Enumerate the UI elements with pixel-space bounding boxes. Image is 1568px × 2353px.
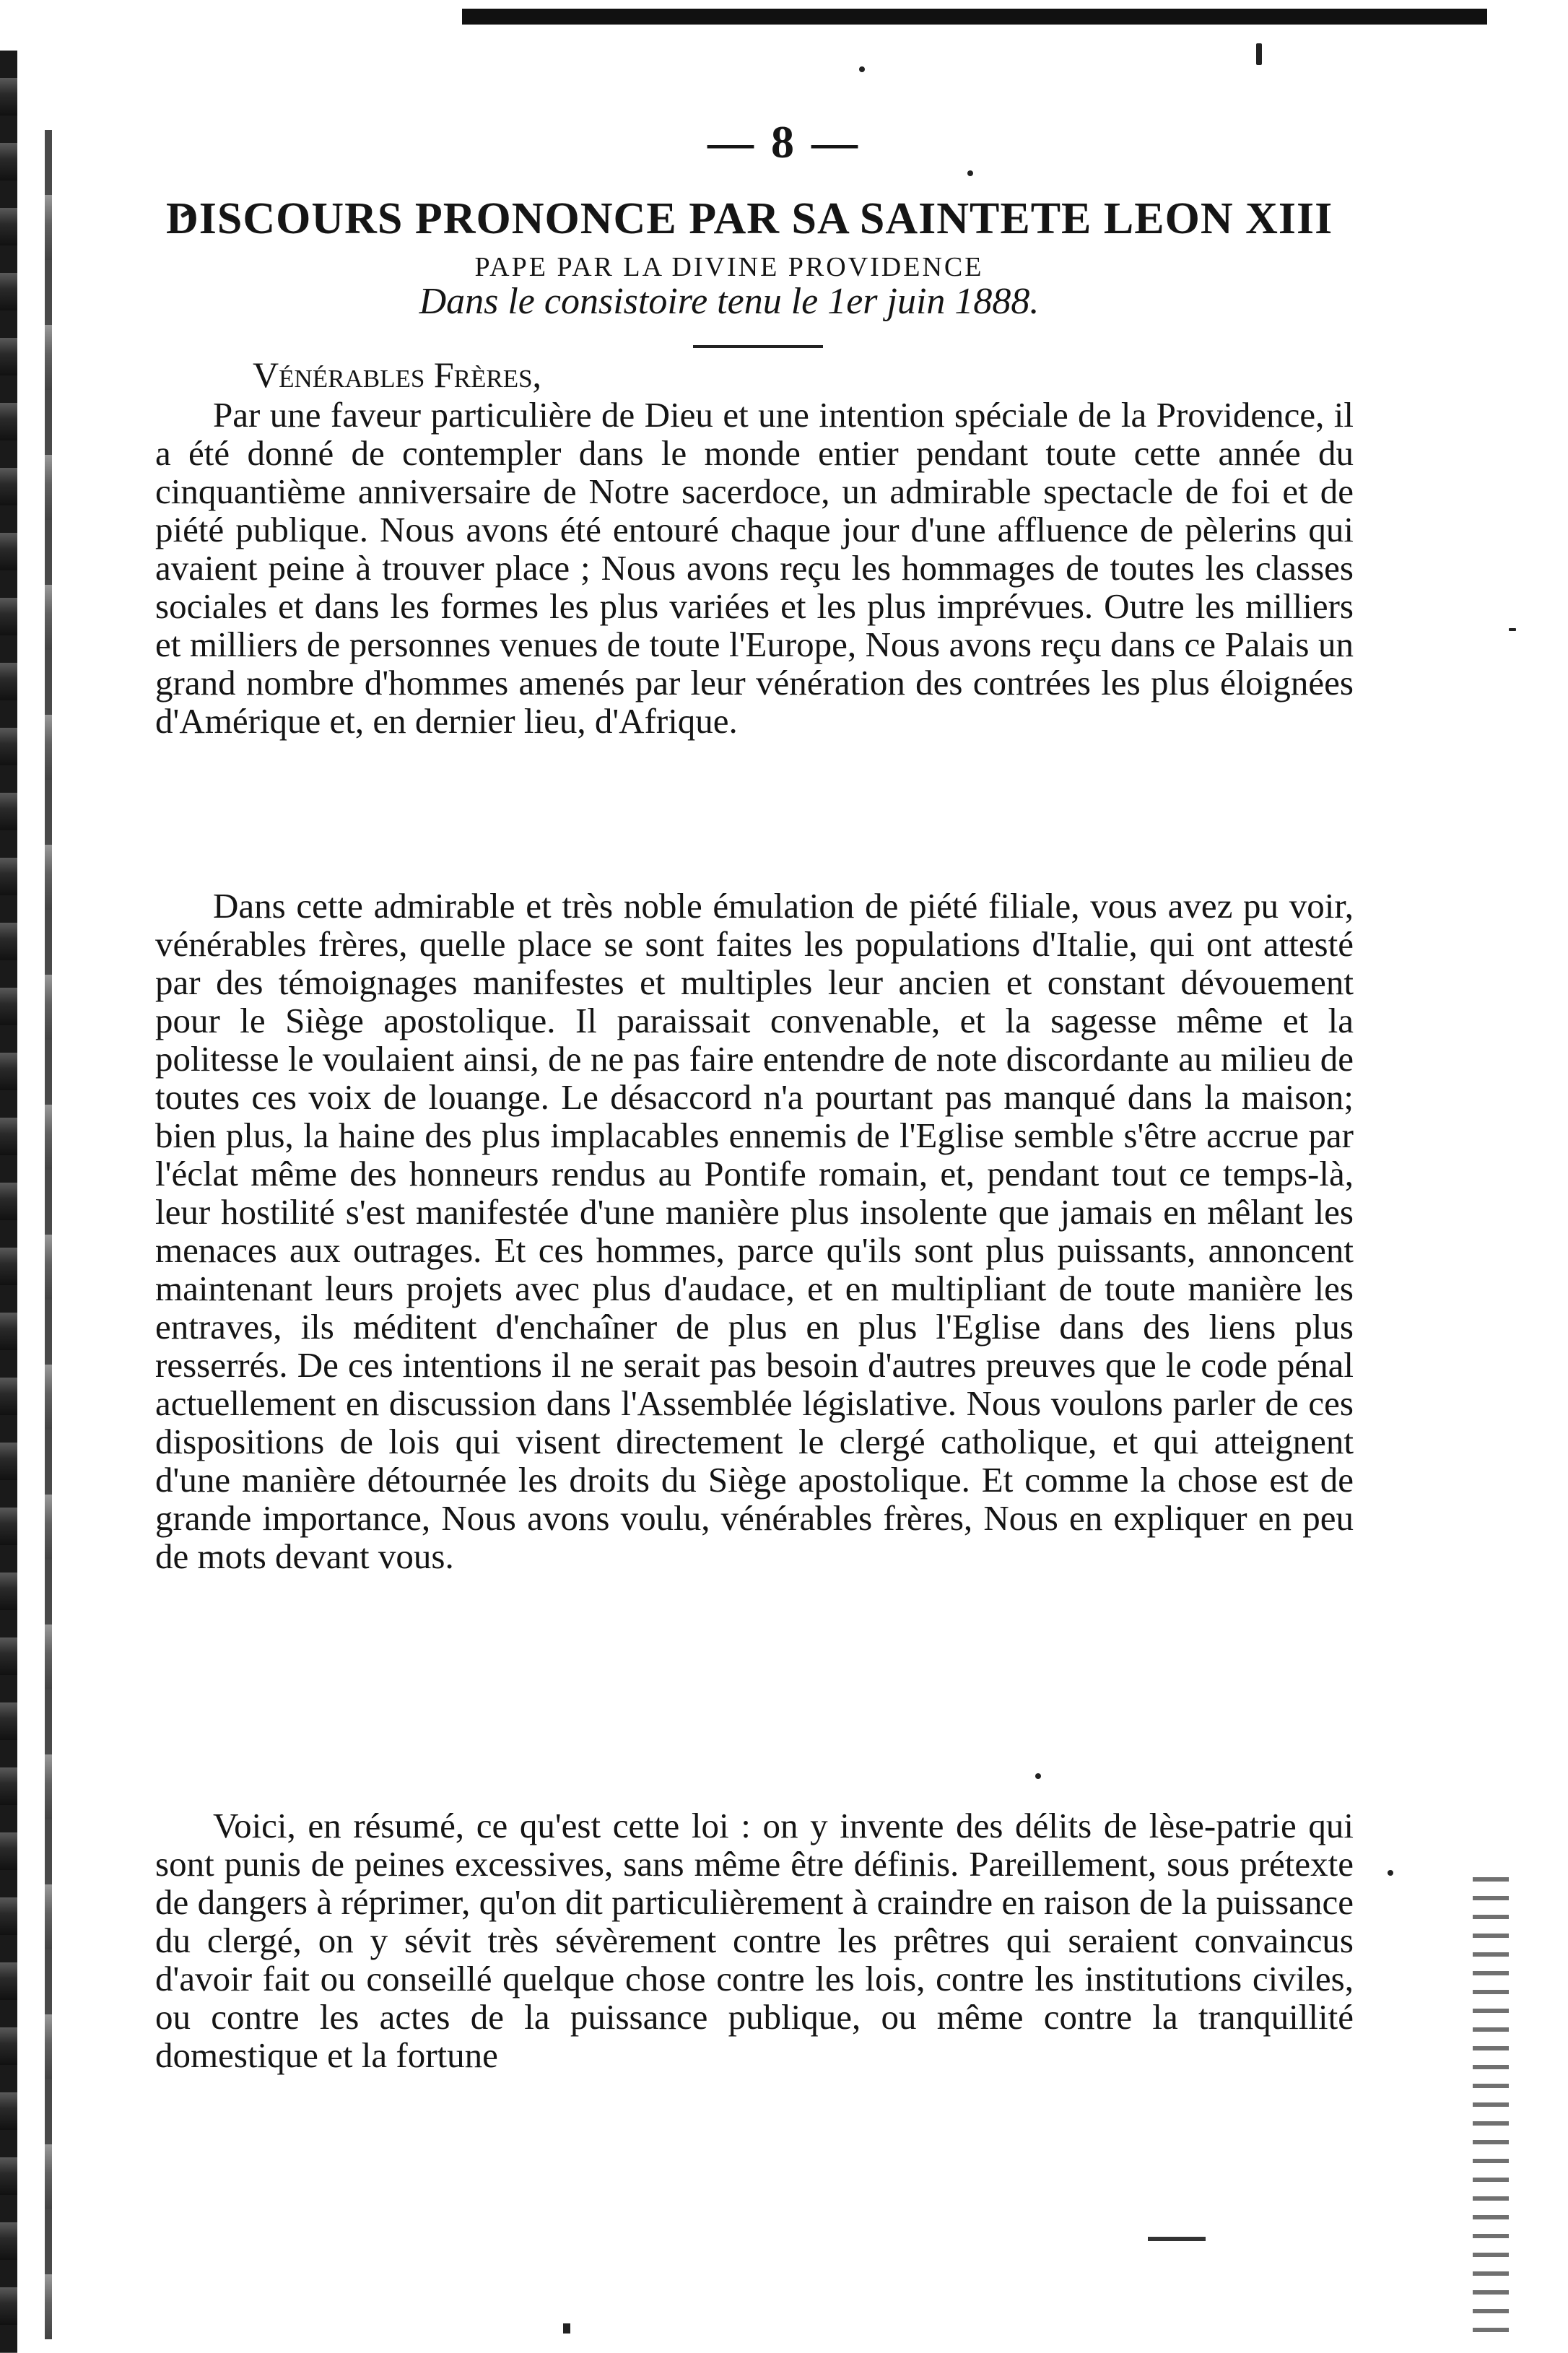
page-number: — 8 — (707, 116, 861, 168)
scan-left-shadow (45, 130, 52, 2339)
scan-top-rule (462, 9, 1487, 25)
scan-speck (859, 66, 865, 72)
scan-speck (1035, 1773, 1041, 1779)
scan-left-border (0, 51, 17, 2353)
document-title: DISCOURS PRONONCE PAR SA SAINTETE LEON XIII (166, 194, 1333, 243)
scan-speck (1509, 628, 1516, 631)
title-rule (693, 345, 823, 348)
paragraph-2: Dans cette admirable et très noble émulation de piété filiale, vous avez pu voir, vénérables frères, quelle place se sont faites les populations d'Italie, qui ont attesté par des témoignages manifestes et multiples leur ancien et constant dévouement pour le Siège apostolique. Il paraissait convenable, et la sagesse même et la politesse le voulaient ainsi, de ne pas faire entendre de note discordante au milieu de toutes ces voix de louange. Le désaccord n'a pourtant pas manqué dans la maison; bien plus, la haine des plus implacables ennemis de l'Eglise semble s'être accrue par l'éclat même des honneurs rendus au Pontife romain, et, pendant tout ce temps-là, leur hostilité s'est manifestée d'une manière plus insolente que jamais en mêlant les menaces aux outrages. Et ces hommes, parce qu'ils sont plus puissants, annoncent maintenant leurs projets avec plus d'audace, et en multipliant de toute manière les entraves, ils méditent d'enchaîner de plus en plus l'Eglise dans des liens plus resserrés. De ces intentions il ne serait pas besoin d'autres preuves que le code pénal actuellement en discussion dans l'Assemblée législative. Nous voulons parler de ces dispositions de lois qui visent directement le clergé catholique, et qui atteignent d'une manière détournée les droits du Siège apostolique. Et comme la chose est de grande importance, Nous avons voulu, vénérables frères, Nous en expliquer en peu de mots devant vous. (155, 886, 1354, 1576)
scan-right-noise (1473, 1877, 1509, 2339)
document-subtitle: PAPE PAR LA DIVINE PROVIDENCE (474, 252, 984, 282)
dateline: Dans le consistoire tenu le 1er juin 1888. (419, 281, 1040, 322)
scan-footer-dot (563, 2323, 570, 2334)
scan-speck (967, 170, 973, 176)
paragraph-3: Voici, en résumé, ce qu'est cette loi : on y invente des délits de lèse-patrie qui sont punis de peines excessives, sans même être définis. Pareillement, sous prétexte de dangers à réprimer, qu'on dit particulièrement à craindre en raison de la puissance du clergé, on y sévit très sévèrement contre les prêtres qui seraient convaincus d'avoir fait ou conseillé quelque chose contre les lois, contre les institutions civiles, ou contre les actes de la puissance publique, ou même contre la tranquillité domestique et la fortune (155, 1806, 1354, 2075)
scan-speck (1256, 43, 1262, 65)
paragraph-1: Par une faveur particulière de Dieu et une intention spéciale de la Providence, il a été donné de contempler dans le monde entier pendant toute cette année du cinquantième anniversaire de Notre sacerdoce, un admirable spectacle de foi et de piété publique. Nous avons été entouré chaque jour d'une affluence de pèlerins qui avaient peine à trouver place ; Nous avons reçu les hommages de toutes les classes sociales et dans les formes les plus variées et les plus imprévues. Outre les milliers et milliers de personnes venues de toute l'Europe, Nous avons reçu dans ce Palais un grand nombre d'hommes amenés par leur vénération des contrées les plus éloignées d'Amérique et, en dernier lieu, d'Afrique. (155, 395, 1354, 741)
scan-speck (1388, 1870, 1393, 1876)
salutation: Vénérables Frères, (253, 355, 542, 395)
scan-footer-mark (1148, 2237, 1206, 2241)
